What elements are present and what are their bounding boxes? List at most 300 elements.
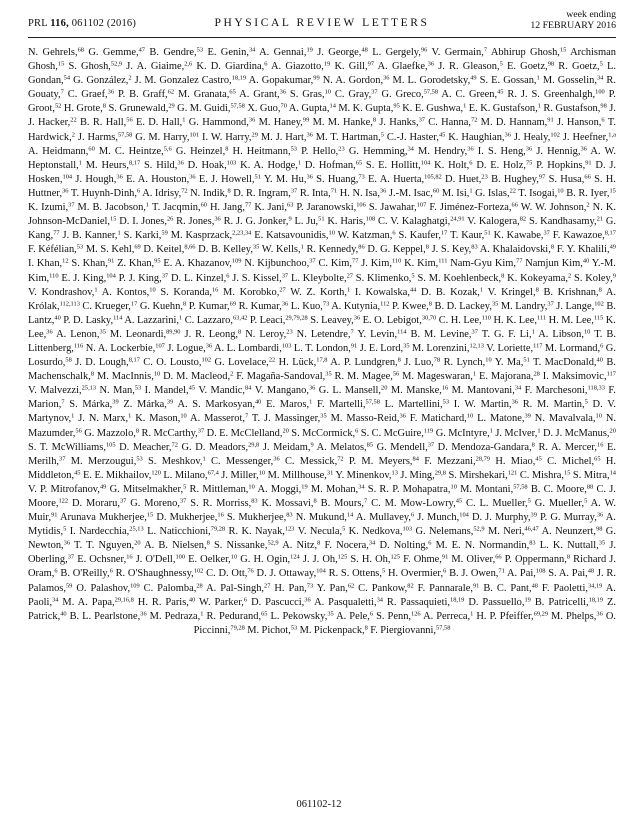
- affiliation-ref: 45: [455, 497, 463, 505]
- affiliation-ref: 12,13: [469, 342, 484, 350]
- affiliation-ref: 115: [593, 314, 604, 322]
- author-name: M. Hendry,: [418, 145, 468, 157]
- affiliation-ref: 10: [258, 469, 266, 477]
- author-entry: [491, 47, 566, 58]
- author-entry: [102, 287, 156, 298]
- author-name: N. Indik,: [190, 187, 228, 199]
- affiliation-ref: 10: [557, 187, 564, 195]
- author-entry: [418, 583, 480, 594]
- author-name: J. J. Oh,: [302, 554, 338, 566]
- author-name: M. Lormand,: [544, 342, 601, 354]
- author-entry: [404, 258, 447, 269]
- affiliation-ref: 23: [481, 173, 488, 181]
- affiliation-ref: 56: [75, 426, 82, 434]
- author-name: D. J. Hosken,: [28, 159, 617, 185]
- author-name: Y. Ma,: [494, 357, 524, 369]
- affiliation-ref: 6: [369, 610, 374, 618]
- affiliation-ref: 1,a: [608, 130, 616, 138]
- author-entry: [423, 611, 473, 622]
- affiliation-ref: 53: [76, 243, 84, 251]
- author-entry: [331, 413, 406, 424]
- affiliation-ref: 34: [52, 596, 59, 604]
- affiliation-ref: 17: [130, 300, 138, 308]
- author-entry: [84, 428, 139, 439]
- author-name: V. Necula,: [297, 526, 343, 538]
- author-entry: [72, 498, 126, 509]
- author-entry: [435, 301, 499, 312]
- affiliation-ref: 99: [313, 74, 320, 82]
- affiliation-ref: 69: [229, 300, 237, 308]
- author-name: M. Mageswaran,: [402, 371, 473, 383]
- author-entry: [488, 526, 539, 537]
- author-name: P. Jaranowski,: [296, 202, 357, 214]
- author-name: C. Pankow,: [358, 582, 408, 594]
- author-entry: [525, 258, 589, 269]
- affiliation-ref: 36: [248, 116, 256, 124]
- author-name: L. Naticchioni,: [147, 526, 211, 538]
- author-name: E. Oelker,: [188, 554, 231, 566]
- author-entry: [385, 399, 449, 410]
- affiliation-ref: 9: [612, 271, 616, 279]
- author-name: X. Guo,: [247, 103, 281, 115]
- author-entry: [108, 103, 174, 114]
- affiliation-ref: 112: [380, 300, 390, 308]
- author-entry: [126, 174, 196, 185]
- author-name: E. A. Houston,: [126, 173, 190, 185]
- author-entry: [28, 385, 96, 396]
- author-entry: [402, 371, 476, 382]
- affiliation-ref: 35: [99, 328, 106, 336]
- author-name: T. Hardwick,: [28, 117, 616, 143]
- author-name: M. Isi,: [441, 187, 470, 199]
- affiliation-ref: 77: [516, 257, 523, 265]
- author-entry: [535, 498, 588, 509]
- author-entry: [301, 146, 345, 157]
- author-name: S. Ghosh,: [68, 61, 111, 73]
- author-name: I. Kowalska,: [354, 286, 410, 298]
- author-entry: [518, 188, 563, 199]
- author-entry: [415, 526, 484, 537]
- affiliation-ref: 37: [197, 426, 205, 434]
- affiliation-ref: 20: [381, 384, 388, 392]
- author-entry: [387, 132, 445, 143]
- affiliation-ref: 10: [450, 483, 457, 491]
- affiliation-ref: 57,58: [117, 130, 133, 138]
- affiliation-ref: 34: [376, 596, 383, 604]
- affiliation-ref: 53: [290, 145, 297, 153]
- author-entry: [290, 287, 350, 298]
- affiliation-ref: 48: [587, 567, 595, 575]
- affiliation-ref: 37: [427, 441, 435, 449]
- author-entry: [436, 428, 493, 439]
- author-name: Z. Márka,: [123, 399, 167, 411]
- affiliation-ref: 79,28: [230, 624, 245, 632]
- author-name: P. Oppermann,: [504, 554, 567, 566]
- affiliation-ref: 45: [535, 455, 542, 463]
- affiliation-ref: 71: [498, 567, 505, 575]
- author-entry: [501, 301, 554, 312]
- author-entry: [62, 597, 133, 608]
- author-entry: [323, 75, 390, 86]
- author-entry: [377, 442, 435, 453]
- author-name: S. C. McGuire,: [360, 427, 424, 439]
- author-entry: [254, 202, 293, 213]
- author-entry: [379, 117, 425, 128]
- author-entry: [244, 258, 315, 269]
- author-entry: [317, 442, 373, 453]
- affiliation-ref: 10: [583, 328, 591, 336]
- author-entry: [316, 174, 365, 185]
- author-name: J. A. Giaime,: [126, 61, 185, 73]
- affiliation-ref: 1: [78, 159, 82, 167]
- author-name: T. MacDonald,: [533, 357, 597, 369]
- affiliation-ref: 10: [328, 229, 335, 237]
- affiliation-ref: 1: [470, 610, 474, 618]
- author-entry: [355, 287, 417, 298]
- author-name: E. Merilh,: [28, 441, 616, 467]
- author-entry: [369, 202, 426, 213]
- author-entry: [119, 216, 173, 227]
- affiliation-ref: 62: [347, 581, 355, 589]
- affiliation-ref: 2: [586, 201, 590, 209]
- author-entry: [545, 343, 603, 354]
- affiliation-ref: 96: [420, 46, 428, 54]
- author-name: R. Goetz,: [558, 61, 600, 73]
- author-entry: [257, 484, 307, 495]
- author-name: B. J. Owen,: [449, 568, 499, 580]
- affiliation-ref: 6: [392, 229, 396, 237]
- affiliation-ref: 16: [217, 511, 224, 519]
- author-name: J. George,: [317, 47, 362, 58]
- author-name: M. E. N. Normandin,: [435, 540, 530, 552]
- author-entry: [296, 512, 354, 523]
- affiliation-ref: 26: [166, 215, 174, 223]
- author-entry: [330, 357, 401, 368]
- affiliation-ref: 98: [547, 60, 555, 68]
- author-entry: [60, 568, 112, 579]
- affiliation-ref: 36: [596, 610, 603, 618]
- affiliation-ref: 72: [337, 455, 344, 463]
- author-entry: [310, 315, 360, 326]
- affiliation-ref: 37: [309, 257, 316, 265]
- affiliation-ref: 1: [309, 398, 313, 406]
- author-name: T. J. Massinger,: [251, 413, 321, 425]
- author-name: R. O'Shaughnessy,: [115, 568, 194, 580]
- affiliation-ref: 14: [346, 511, 354, 519]
- author-entry: [202, 132, 258, 143]
- affiliation-ref: 29,16,8: [114, 596, 134, 604]
- affiliation-ref: 78: [433, 356, 441, 364]
- author-name: Z. Patrick,: [28, 596, 616, 622]
- author-entry: [100, 385, 142, 396]
- affiliation-ref: 91: [350, 342, 358, 350]
- author-name: K. Mason,: [135, 413, 181, 425]
- author-entry: [467, 216, 526, 227]
- author-name: T. Huynh-Dinh,: [70, 187, 137, 199]
- author-entry: [274, 583, 313, 594]
- affiliation-ref: 91: [51, 511, 58, 519]
- affiliation-ref: 57,58: [365, 398, 380, 406]
- affiliation-ref: 29,8: [248, 441, 260, 449]
- affiliation-ref: 52,9: [267, 539, 279, 547]
- affiliation-ref: 67,4: [207, 469, 219, 477]
- affiliation-ref: 8: [90, 370, 95, 378]
- author-name: P. G. Murray,: [540, 512, 597, 524]
- affiliation-ref: 1: [536, 74, 540, 82]
- affiliation-ref: 24,91: [450, 215, 465, 223]
- author-entry: [480, 244, 554, 255]
- affiliation-ref: 35: [598, 539, 606, 547]
- affiliation-ref: 8: [182, 300, 187, 308]
- author-name: L. K. Nuttall,: [539, 540, 599, 552]
- affiliation-ref: 17,8: [316, 356, 328, 364]
- author-entry: [540, 512, 603, 523]
- affiliation-ref: 7: [244, 412, 249, 420]
- affiliation-ref: 104: [62, 173, 73, 181]
- author-name: C. Mishra,: [519, 469, 565, 481]
- author-entry: [476, 160, 532, 171]
- author-name: T. Kaur,: [450, 230, 485, 242]
- author-entry: [176, 216, 221, 227]
- affiliation-ref: 16: [126, 553, 133, 561]
- affiliation-ref: 66: [584, 173, 591, 181]
- author-entry: [28, 287, 98, 298]
- author-entry: [119, 442, 178, 453]
- affiliation-ref: 47: [138, 46, 145, 54]
- author-name: M. Neri,: [487, 526, 525, 538]
- author-name: O. Palashov,: [76, 582, 131, 594]
- author-entry: [63, 315, 122, 326]
- affiliation-ref: 102: [550, 130, 560, 138]
- author-entry: [421, 287, 483, 298]
- author-name: J. Munch,: [417, 512, 460, 524]
- affiliation-ref: 37: [119, 497, 127, 505]
- author-entry: [297, 329, 354, 340]
- author-entry: [410, 329, 477, 340]
- affiliation-ref: 36: [379, 187, 387, 195]
- author-name: S. Kaufer,: [398, 230, 441, 242]
- affiliation-ref: 1: [297, 159, 302, 167]
- affiliation-ref: 10: [595, 412, 602, 420]
- author-name: D. R. Ingram,: [233, 187, 291, 199]
- author-name: N. A. Gordon,: [322, 75, 384, 87]
- author-name: J. R. Leong,: [184, 328, 239, 340]
- author-entry: [28, 258, 69, 269]
- affiliation-ref: 1: [182, 116, 186, 124]
- author-entry: [189, 117, 256, 128]
- author-entry: [449, 568, 505, 579]
- author-entry: [475, 188, 516, 199]
- author-name: V. Kalogera,: [467, 216, 520, 228]
- author-entry: [480, 75, 540, 86]
- author-name: A. Pal-Singh,: [206, 582, 265, 594]
- author-name: J. Miller,: [221, 469, 259, 481]
- affiliation-ref: 10: [485, 356, 492, 364]
- author-entry: [116, 568, 204, 579]
- author-entry: [71, 258, 114, 269]
- author-entry: [360, 343, 410, 354]
- author-name: K. Kawabe,: [493, 230, 544, 242]
- affiliation-ref: 104: [420, 159, 431, 167]
- author-entry: [448, 470, 517, 481]
- author-entry: [206, 568, 254, 579]
- affiliation-ref: 18,19: [231, 74, 247, 82]
- affiliation-ref: 56: [392, 370, 400, 378]
- affiliation-ref: 36: [306, 130, 313, 138]
- affiliation-ref: 12: [62, 257, 69, 265]
- author-name: Z. Khan,: [117, 258, 155, 270]
- author-name: B. M. Levine,: [410, 328, 472, 340]
- author-name: S. E. Gossan,: [479, 75, 537, 87]
- affiliation-ref: 37: [59, 455, 66, 463]
- affiliation-ref: 8: [238, 328, 242, 336]
- affiliation-ref: 37: [67, 553, 75, 561]
- author-name: F. Jiménez-Forteza,: [429, 202, 512, 214]
- author-entry: [196, 61, 267, 72]
- affiliation-ref: 5: [342, 525, 346, 533]
- author-name: T. Isogai,: [518, 187, 558, 199]
- author-entry: [250, 315, 308, 326]
- affiliation-ref: 14: [329, 102, 336, 110]
- affiliation-ref: 103: [402, 525, 413, 533]
- author-name: H. R. Paris,: [137, 596, 189, 608]
- author-entry: [535, 413, 602, 424]
- author-entry: [189, 301, 236, 312]
- author-name: H. N. Isa,: [339, 187, 380, 199]
- author-name: R. A. Mercer,: [538, 441, 598, 453]
- author-entry: [83, 470, 161, 481]
- affiliation-ref: 37: [290, 187, 298, 195]
- affiliation-ref: 1: [463, 102, 467, 110]
- author-entry: [306, 244, 364, 255]
- author-name: R. M. Martin,: [522, 399, 585, 411]
- author-name: S. T. McWilliams,: [28, 441, 106, 453]
- author-entry: [199, 174, 261, 185]
- author-entry: [78, 132, 132, 143]
- author-entry: [178, 89, 236, 100]
- author-name: C. Lazzaro,: [184, 314, 233, 326]
- affiliation-ref: 91: [441, 553, 449, 561]
- affiliation-ref: 8: [364, 624, 368, 632]
- author-name: R. Passaquieti,: [386, 596, 450, 608]
- author-name: P. J. King,: [118, 272, 162, 284]
- author-name: G. H. Ogin,: [240, 554, 291, 566]
- author-entry: [28, 146, 95, 157]
- author-name: J. Hanson,: [556, 117, 602, 129]
- affiliation-ref: 36: [399, 412, 406, 420]
- affiliation-ref: 8: [598, 286, 602, 293]
- author-name: Y.-M. Kim,: [28, 258, 616, 284]
- author-entry: [558, 61, 602, 72]
- author-name: B. Patricelli,: [534, 596, 589, 608]
- author-entry: [176, 146, 229, 157]
- author-name: P. Hello,: [301, 145, 339, 157]
- author-name: S. Husa,: [548, 173, 585, 185]
- affiliation-ref: 8: [535, 286, 539, 293]
- author-name: V. Kondrashov,: [28, 286, 95, 298]
- author-name: B. L. Pearlstone,: [69, 610, 141, 622]
- author-name: W. Kells,: [261, 244, 301, 256]
- author-name: A. Grant,: [239, 89, 280, 101]
- author-entry: [472, 512, 537, 523]
- journal-label: PRL: [28, 18, 48, 29]
- author-name: S. Gras,: [289, 89, 325, 101]
- affiliation-ref: 83: [471, 243, 478, 251]
- author-name: K. Kim,: [404, 258, 439, 270]
- author-name: E. Katsavounidis,: [254, 230, 329, 242]
- author-entry: [542, 526, 603, 537]
- volume-number: 116,: [50, 18, 69, 29]
- page-number: 061102-12: [296, 799, 342, 810]
- affiliation-ref: 60: [432, 187, 440, 195]
- author-name: A. S. Markosyan,: [177, 399, 255, 411]
- author-name: N. Kijbunchoo,: [244, 258, 310, 270]
- author-name: F. Mezzani,: [424, 455, 476, 467]
- author-entry: [259, 47, 313, 58]
- affiliation-ref: 28: [533, 370, 540, 378]
- affiliation-ref: 36: [281, 300, 289, 308]
- author-entry: [536, 146, 587, 157]
- author-entry: [543, 287, 601, 298]
- affiliation-ref: 97: [367, 60, 375, 68]
- author-entry: [185, 315, 248, 326]
- affiliation-ref: 58: [65, 356, 72, 364]
- author-name: R. Inta,: [299, 187, 331, 199]
- author-name: S. Mukherjee,: [226, 512, 287, 524]
- author-name: B. C. Pant,: [483, 582, 532, 594]
- affiliation-ref: 53: [196, 46, 204, 54]
- affiliation-ref: 108: [535, 567, 546, 575]
- affiliation-ref: 125: [390, 553, 401, 561]
- author-entry: [372, 47, 427, 58]
- author-entry: [536, 160, 591, 171]
- affiliation-ref: 10: [153, 370, 161, 378]
- author-name: G. Hemming,: [348, 145, 408, 157]
- author-entry: [152, 202, 207, 213]
- author-name: A. Perreca,: [423, 610, 471, 622]
- author-name: F. Pannarale,: [417, 582, 473, 594]
- author-entry: [88, 47, 145, 58]
- author-name: J. Harms,: [77, 131, 118, 143]
- author-entry: [249, 75, 320, 86]
- author-name: H. Pan,: [274, 582, 307, 594]
- affiliation-ref: 36: [596, 511, 604, 519]
- author-name: I. Nardecchia,: [69, 526, 130, 538]
- author-name: C. M. Mow-Lowry,: [371, 498, 456, 509]
- author-entry: [378, 216, 465, 227]
- affiliation-ref: 13: [391, 469, 398, 477]
- affiliation-ref: 62: [167, 88, 175, 96]
- author-name: Nam-Gyu Kim,: [450, 258, 517, 270]
- author-entry: [251, 597, 311, 608]
- author-name: R. Mittleman,: [189, 483, 249, 495]
- affiliation-ref: 8: [428, 300, 432, 308]
- author-entry: [393, 75, 477, 86]
- author-name: D. Huet,: [445, 173, 482, 185]
- affiliation-ref: 14: [609, 469, 616, 477]
- affiliation-ref: 73: [322, 300, 330, 308]
- author-name: E. D. Hall,: [135, 117, 183, 129]
- author-entry: [110, 484, 187, 495]
- affiliation-ref: 35: [491, 300, 499, 308]
- author-name: J. Kim,: [361, 258, 392, 270]
- affiliation-ref: 5: [63, 525, 67, 533]
- author-entry: [488, 287, 539, 298]
- author-entry: [387, 597, 464, 608]
- affiliation-ref: 5: [527, 497, 531, 505]
- author-name: E. Goetz,: [507, 61, 548, 73]
- author-entry: [493, 315, 546, 326]
